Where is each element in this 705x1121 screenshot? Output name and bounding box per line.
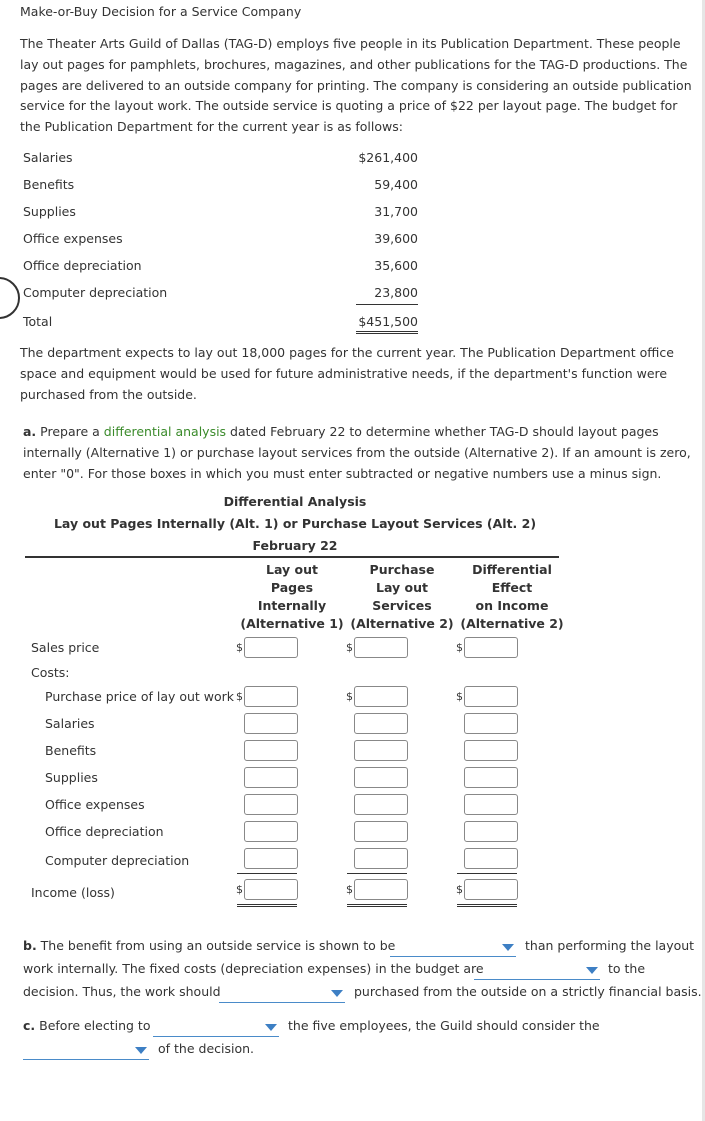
row-label-office-depreciation: Office depreciation	[45, 824, 164, 839]
alt1-computer-depreciation-input[interactable]	[244, 848, 298, 869]
dollar-sign: $	[236, 641, 243, 654]
row-label-purchase-price: Purchase price of lay out work	[45, 689, 235, 704]
alt1-benefits-input[interactable]	[244, 740, 298, 761]
dollar-sign: $	[236, 883, 243, 896]
budget-row: Office expenses 39,600	[23, 231, 418, 246]
alt1-sales-price-input[interactable]	[244, 637, 298, 658]
subtotal-rule	[347, 873, 407, 874]
alt2-income-input[interactable]	[354, 879, 408, 900]
fixed-costs-relevance-dropdown[interactable]	[474, 961, 600, 980]
consideration-dropdown[interactable]	[23, 1041, 149, 1060]
part-c-text-2: the five employees, the Guild should consider the	[288, 1018, 600, 1033]
part-b-text-6: purchased from the outside on a strictly financial basis.	[354, 984, 702, 999]
row-label-salaries: Salaries	[45, 716, 95, 731]
analysis-heading: Differential Analysis	[223, 494, 367, 509]
chevron-down-icon	[265, 1024, 277, 1031]
expectation-paragraph: The department expects to lay out 18,000 pages for the current year. The Publication Department office space and equipment would be used for future administrative needs, if the department's function were purchased from the outside.	[20, 345, 674, 402]
analysis-subheading: Lay out Pages Internally (Alt. 1) or Purchase Layout Services (Alt. 2)	[53, 516, 537, 531]
alt2-office-expenses-input[interactable]	[354, 794, 408, 815]
alt1-supplies-input[interactable]	[244, 767, 298, 788]
alt2-sales-price-input[interactable]	[354, 637, 408, 658]
dollar-sign: $	[346, 690, 353, 703]
alt1-income-input[interactable]	[244, 879, 298, 900]
budget-row: Salaries $261,400	[23, 150, 418, 165]
alt1-office-depreciation-input[interactable]	[244, 821, 298, 842]
diff-salaries-input[interactable]	[464, 713, 518, 734]
part-b-text-5: decision. Thus, the work should	[23, 984, 221, 999]
dollar-sign: $	[456, 641, 463, 654]
budget-row: Supplies 31,700	[23, 204, 418, 219]
alt2-salaries-input[interactable]	[354, 713, 408, 734]
work-decision-dropdown[interactable]	[219, 984, 345, 1003]
diff-benefits-input[interactable]	[464, 740, 518, 761]
row-label-sales-price: Sales price	[31, 640, 100, 655]
income-double-rule	[347, 904, 407, 907]
chevron-down-icon	[331, 990, 343, 997]
diff-sales-price-input[interactable]	[464, 637, 518, 658]
part-b-text-4: to the	[608, 961, 646, 976]
part-a-instructions: a. Prepare a differential analysis dated February 22 to determine whether TAG-D should layout pages internally (Alternative 1) or purchase layout services from the outside (Alternative 2). If an amount is zero, enter "0". For those boxes in which you must enter subtracted or negative numbers use a minus sign.	[23, 424, 691, 481]
circle-decoration	[0, 277, 20, 319]
diff-income-input[interactable]	[464, 879, 518, 900]
alt1-purchase-price-input[interactable]	[244, 686, 298, 707]
row-label-computer-depreciation: Computer depreciation	[45, 853, 190, 868]
dollar-sign: $	[456, 883, 463, 896]
column-header-alt1: Lay out Pages Internally (Alternative 1)	[240, 562, 344, 631]
row-label-office-expenses: Office expenses	[45, 797, 145, 812]
intro-paragraph: The Theater Arts Guild of Dallas (TAG-D) employs five people in its Publication Department. These people lay out pages for pamphlets, brochures, magazines, and other publications for the TAG-D productions. The pages are delivered to an outside company for printing. The company is considering an outside publication service for the layout work. The outside service is quoting a price of $22 per layout page. The budget for the Publication Department for the current year is as follows:	[20, 36, 692, 135]
row-label-income-loss: Income (loss)	[31, 885, 115, 900]
budget-total-row: Total $451,500	[23, 314, 418, 329]
benefit-comparison-dropdown[interactable]	[390, 938, 516, 957]
diff-office-expenses-input[interactable]	[464, 794, 518, 815]
alt2-office-depreciation-input[interactable]	[354, 821, 408, 842]
subtotal-rule	[237, 873, 297, 874]
differential-analysis-link[interactable]: differential analysis	[103, 424, 227, 439]
part-c-text-3: of the decision.	[158, 1041, 255, 1056]
alt1-office-expenses-input[interactable]	[244, 794, 298, 815]
diff-supplies-input[interactable]	[464, 767, 518, 788]
employee-action-dropdown[interactable]	[153, 1018, 279, 1037]
alt2-supplies-input[interactable]	[354, 767, 408, 788]
chevron-down-icon	[135, 1047, 147, 1054]
dollar-sign: $	[236, 690, 243, 703]
page-title: Make-or-Buy Decision for a Service Company	[20, 4, 302, 19]
income-double-rule	[457, 904, 517, 907]
diff-purchase-price-input[interactable]	[464, 686, 518, 707]
row-label-benefits: Benefits	[45, 743, 97, 758]
alt1-salaries-input[interactable]	[244, 713, 298, 734]
part-c-text-1: c. Before electing to	[23, 1018, 151, 1033]
alt2-purchase-price-input[interactable]	[354, 686, 408, 707]
dollar-sign: $	[346, 883, 353, 896]
part-b-text-1: b. The benefit from using an outside service is shown to be	[23, 938, 396, 953]
diff-office-depreciation-input[interactable]	[464, 821, 518, 842]
chevron-down-icon	[502, 944, 514, 951]
income-double-rule	[237, 904, 297, 907]
column-header-alt2: Purchase Lay out Services (Alternative 2)	[350, 562, 454, 631]
alt2-computer-depreciation-input[interactable]	[354, 848, 408, 869]
total-double-underline	[356, 331, 418, 334]
subtotal-rule	[457, 873, 517, 874]
row-label-supplies: Supplies	[45, 770, 98, 785]
total-underline	[356, 304, 418, 305]
part-b-text-3: work internally. The fixed costs (depreciation expenses) in the budget are	[23, 961, 484, 976]
budget-row: Computer depreciation 23,800	[23, 285, 418, 300]
column-header-differential: Differential Effect on Income (Alternative 2)	[460, 562, 564, 631]
chevron-down-icon	[586, 967, 598, 974]
dollar-sign: $	[456, 690, 463, 703]
dollar-sign: $	[346, 641, 353, 654]
analysis-date: February 22	[252, 538, 338, 553]
header-rule	[25, 556, 559, 558]
alt2-benefits-input[interactable]	[354, 740, 408, 761]
budget-row: Benefits 59,400	[23, 177, 418, 192]
part-b-text-2: than performing the layout	[525, 938, 695, 953]
row-label-costs: Costs:	[31, 665, 70, 680]
budget-row: Office depreciation 35,600	[23, 258, 418, 273]
diff-computer-depreciation-input[interactable]	[464, 848, 518, 869]
